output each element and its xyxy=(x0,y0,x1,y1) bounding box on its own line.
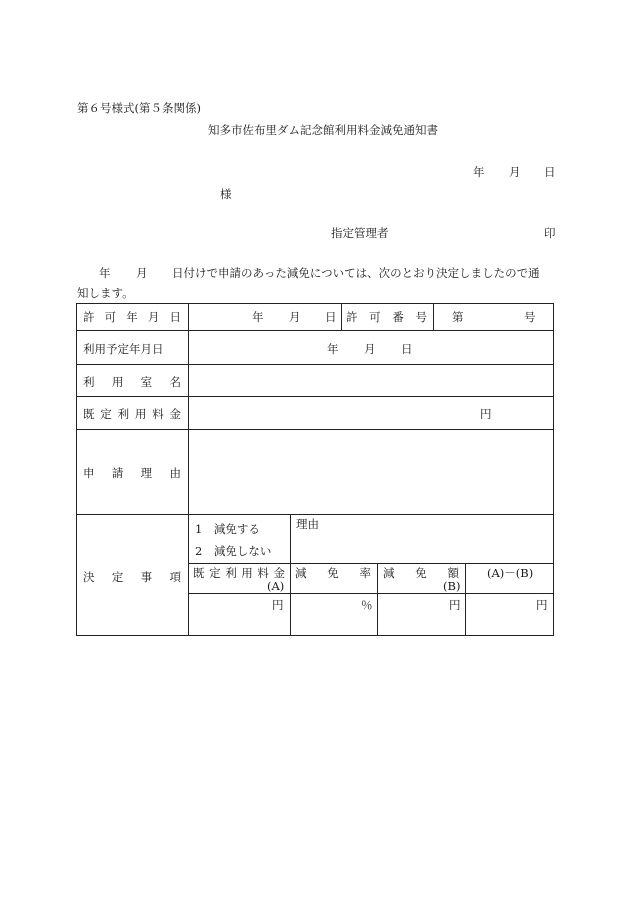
body-year: 年 xyxy=(99,266,111,280)
col-base-fee-header: 既 定 利 用 料 金 xyxy=(193,566,285,580)
addressee-suffix: 様 xyxy=(220,187,232,201)
room-label: 利 用 室 名 xyxy=(83,375,181,389)
permit-date-year: 年 xyxy=(252,310,264,324)
date-month: 月 xyxy=(509,165,521,179)
form-number: 第６号様式(第５条関係) xyxy=(77,101,201,115)
unit-amount: 円 xyxy=(449,598,461,612)
unit-rate: ％ xyxy=(361,598,373,612)
option-no-reduce: 2 減免しない xyxy=(195,544,272,558)
option-reduce: 1 減免する xyxy=(195,522,260,536)
date-day: 日 xyxy=(544,165,556,179)
col-amount-sub: (B) xyxy=(443,579,461,593)
planned-date-day: 日 xyxy=(401,342,413,356)
col-amount-header: 減 免 額 xyxy=(383,566,459,580)
permit-date-month: 月 xyxy=(289,310,301,324)
planned-date-label: 利用予定年月日 xyxy=(83,342,164,356)
permit-number-prefix: 第 xyxy=(452,310,464,324)
permit-date-label: 許 可 年 月 日 xyxy=(83,310,181,324)
designated-manager-label: 指定管理者 xyxy=(331,226,389,240)
col-diff-header: (A)－(B) xyxy=(487,566,534,580)
planned-date-year: 年 xyxy=(327,342,339,356)
seal-mark: 印 xyxy=(544,226,556,240)
decision-reason-label: 理由 xyxy=(296,517,319,531)
permit-number-suffix: 号 xyxy=(524,310,536,324)
permit-number-label: 許 可 番 号 xyxy=(346,310,427,324)
unit-diff: 円 xyxy=(536,598,548,612)
date-year: 年 xyxy=(473,165,485,179)
document-title: 知多市佐布里ダム記念館利用料金減免通知書 xyxy=(208,123,438,137)
body-line2: 知します。 xyxy=(77,286,134,300)
permit-date-day: 日 xyxy=(325,310,337,324)
reason-label: 申 請 理 由 xyxy=(83,466,181,480)
base-fee-unit: 円 xyxy=(480,407,492,421)
col-rate-header: 減 免 率 xyxy=(295,566,371,580)
unit-base-fee: 円 xyxy=(272,598,284,612)
body-month: 月 xyxy=(136,266,148,280)
decision-label: 決 定 事 項 xyxy=(83,570,181,584)
base-fee-label: 既 定 利 用 料 金 xyxy=(83,407,181,421)
planned-date-month: 月 xyxy=(364,342,376,356)
body-line1: 日付けで申請のあった減免については、次のとおり決定しましたので通 xyxy=(172,266,540,280)
col-base-fee-sub: (A) xyxy=(267,579,285,593)
